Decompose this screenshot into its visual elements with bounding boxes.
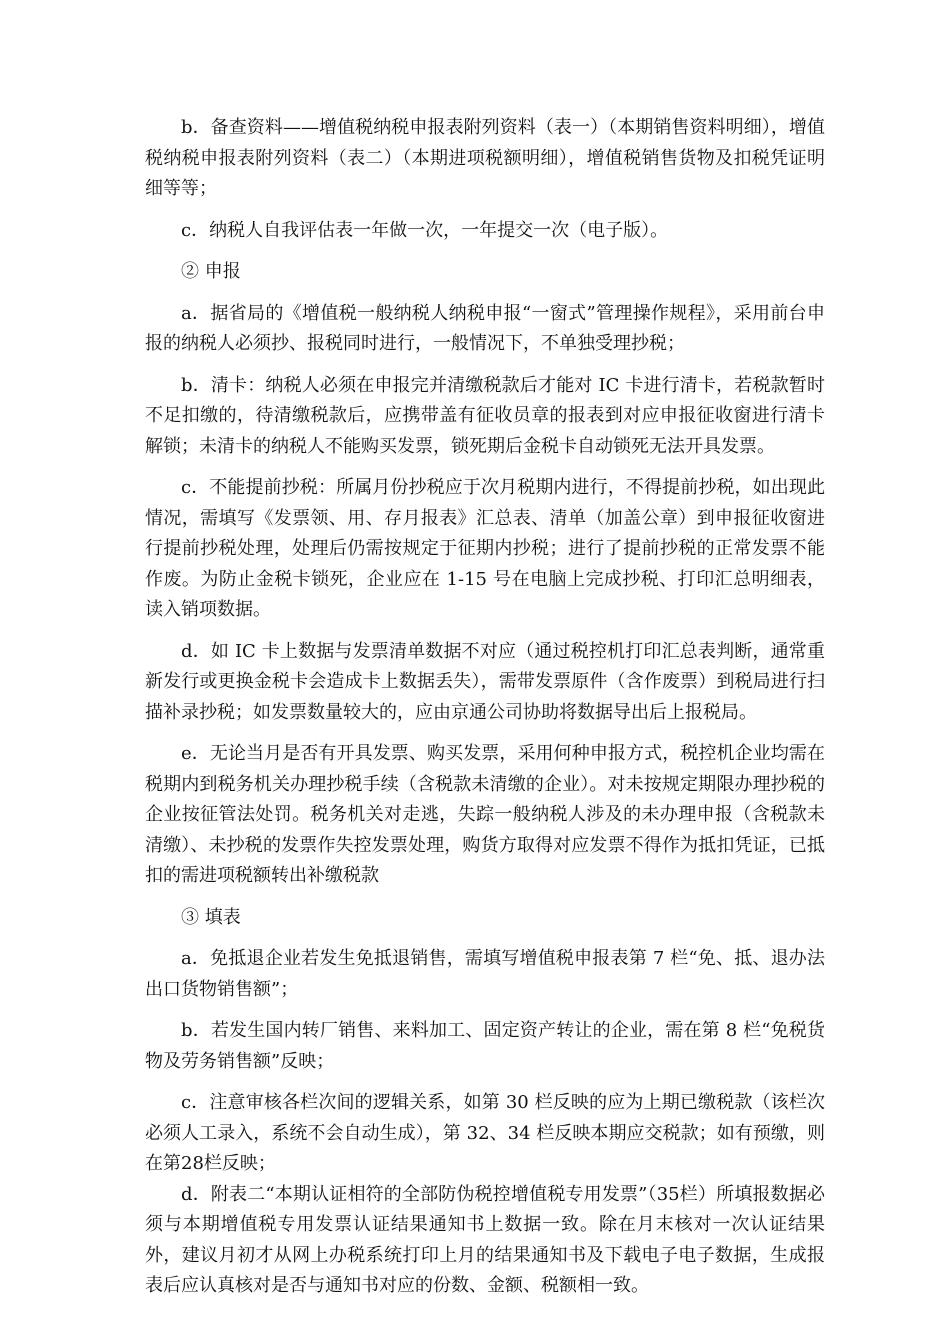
paragraph-d-certification-data: d．附表二“本期认证相符的全部防伪税控增值税专用发票”（35栏）所填报数据必须与本期增值税专用发票认证结果通知书上数据一致。除在月末核对一次认证结果外，建议月初才从网上办税系统打印上月的结果通知书及下载电子电子数据，生成报表后应认真核对是否与通知书对应的份数、金额、税额相一致。 bbox=[145, 1183, 825, 1296]
paragraph-b-clear-card: b．清卡：纳税人必须在申报完并清缴税款后才能对 IC 卡进行清卡，若税款暂时不足扣缴的，待清缴税款后，应携带盖有征收员章的报表到对应申报征收窗进行清卡解锁；未清卡的纳税人不能购买发票，锁死期后金税卡自动锁死无法开具发票。 bbox=[145, 374, 825, 457]
paragraph-a-one-window-rules: a．据省局的《增值税一般纳税人纳税申报“一窗式”管理操作规程》，采用前台申报的纳税人必须抄、报税同时进行，一般情况下，不单独受理抄税； bbox=[145, 302, 825, 354]
paragraph-b-reference-materials: b．备查资料——增值税纳税申报表附列资料（表一）（本期销售资料明细），增值税纳税申报表附列资料（表二）（本期进项税额明细），增值税销售货物及扣税凭证明细等等； bbox=[145, 117, 825, 199]
document-page bbox=[145, 113, 825, 1313]
paragraph-e-copy-tax-procedure: e．无论当月是否有开具发票、购买发票，采用何种申报方式，税控机企业均需在税期内到税务机关办理抄税手续（含税款未清缴的企业）。对未按规定期限办理抄税的企业按征管法处罚。税务机关对走逃，失踪一般纳税人涉及的未办理申报（含税款未清缴）、未抄税的发票作失控发票处理，购货方取得对应发票不得作为抵扣凭证，已抵扣的需进项税额转出补缴税款 bbox=[145, 743, 825, 886]
paragraph-d-ic-card-mismatch: d．如 IC 卡上数据与发票清单数据不对应（通过税控机打印汇总表判断，通常重新发行或更换金税卡会造成卡上数据丢失），需带发票原件（含作废票）到税局进行扫描补录抄税；如发票数量较大的，应由京通公司协助将数据导出后上报税局。 bbox=[145, 640, 825, 723]
paragraph-b-tax-exempt-sales: b．若发生国内转厂销售、来料加工、固定资产转让的企业，需在第 8 栏“免税货物及劳务销售额”反映； bbox=[145, 1020, 825, 1072]
paragraph-c-no-early-copy-tax: c．不能提前抄税：所属月份抄税应于次月税期内进行，不得提前抄税，如出现此情况，需填写《发票领、用、存月报表》汇总表、清单（加盖公章）到申报征收窗进行提前抄税处理，处理后仍需按规定于征期内抄税；进行了提前抄税的正常发票不能作废。为防止金税卡锁死，企业应在 1-15 号在电脑上完成抄税、打印汇总明细表，读入销项数据。 bbox=[145, 477, 825, 620]
paragraph-c-self-assessment: c．纳税人自我评估表一年做一次，一年提交一次（电子版）。 bbox=[181, 219, 669, 241]
paragraph-c-logical-relationship: c．注意审核各栏次间的逻辑关系，如第 30 栏反映的应为上期已缴税款（该栏次必须人工录入，系统不会自动生成），第 32、34 栏反映本期应交税款；如有预缴，则在第28栏反映； bbox=[145, 1092, 825, 1174]
section-heading-declaration: ② 申报 bbox=[181, 261, 241, 282]
paragraph-a-export-refund: a．免抵退企业若发生免抵退销售，需填写增值税申报表第 7 栏“免、抵、退办法出口货物销售额”； bbox=[145, 948, 825, 1000]
section-heading-fill-form: ③ 填表 bbox=[181, 906, 241, 928]
